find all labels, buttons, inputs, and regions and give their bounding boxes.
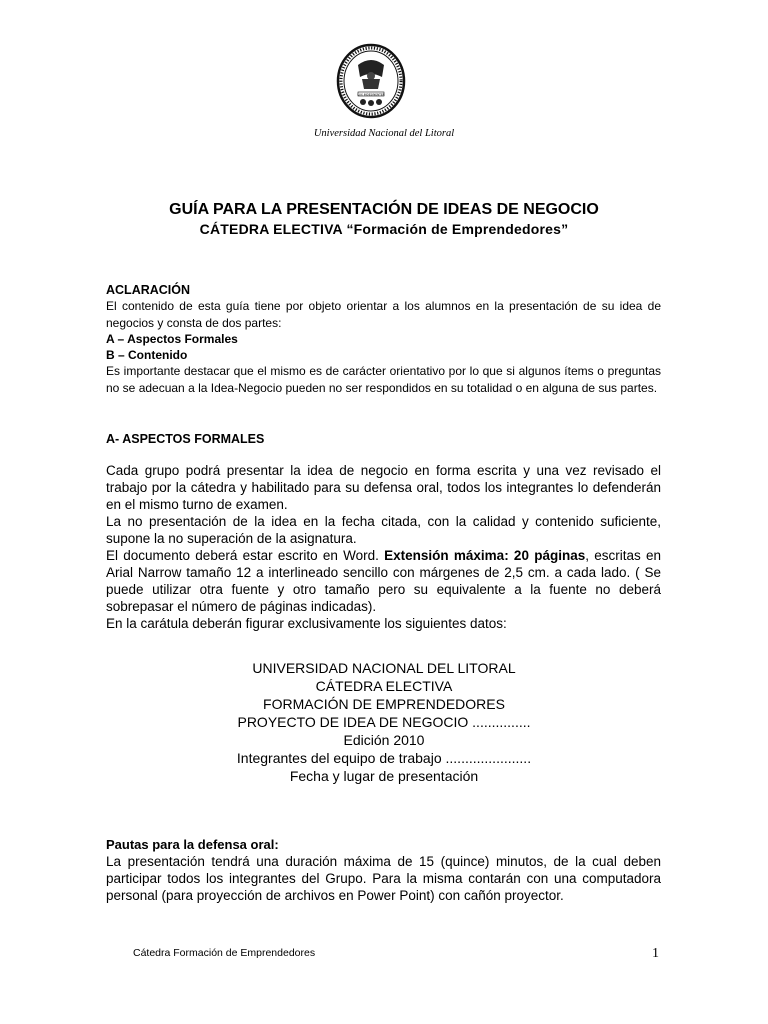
caratula-line-6: Integrantes del equipo de trabajo ...................... — [236, 750, 532, 766]
formales-paragraph-2: La no presentación de la idea en la fecha citada, con la calidad y contenido suficiente, supone la no superación de la asignatura. — [106, 514, 661, 546]
formales-paragraph-1: Cada grupo podrá presentar la idea de negocio en forma escrita y una vez revisado el trabajo por la cátedra y habilitado para su defensa oral, todos los integrantes lo defenderán en el mismo turno de examen. — [106, 463, 661, 512]
seal-motto: LUX INDESINENTER — [357, 92, 385, 97]
formales-heading: A- ASPECTOS FORMALES — [106, 432, 265, 446]
pautas-heading: Pautas para la defensa oral: — [106, 837, 279, 852]
caratula-line-2: CÁTEDRA ELECTIVA — [315, 678, 453, 694]
formales-section — [106, 462, 661, 632]
formales-p3-rest: , escritas en Arial Narrow tamaño 12 a interlineado sencillo con márgenes de 2,5 cm. a cada lado. ( Se puede utilizar otra fuente y otro tamaño pero su equivalente a la fuente no deberá sobrepasar el número de páginas indicadas). — [106, 548, 661, 614]
aclaracion-item-b: B – Contenido — [106, 348, 188, 363]
footer-text: Cátedra Formación de Emprendedores — [133, 947, 316, 959]
caratula-line-4: PROYECTO DE IDEA DE NEGOCIO ............... — [237, 714, 531, 730]
caratula-block — [0, 659, 768, 785]
formales-paragraph-4: En la carátula deberán figurar exclusivamente los siguientes datos: — [106, 616, 507, 631]
page-number: 1 — [652, 946, 659, 961]
aclaracion-section — [106, 282, 661, 396]
caratula-line-7: Fecha y lugar de presentación — [289, 768, 479, 784]
caratula-line-1: UNIVERSIDAD NACIONAL DEL LITORAL — [252, 660, 516, 676]
pautas-paragraph-1: La presentación tendrá una duración máxima de 15 (quince) minutos, de la cual deben participar todos los integrantes del Grupo. Para la misma contarán con una computadora personal (para proyección de archivos en Power Point) con cañón proyector. — [106, 854, 661, 903]
university-seal-icon — [336, 43, 406, 119]
pautas-section — [106, 836, 661, 904]
document-title: GUÍA PARA LA PRESENTACIÓN DE IDEAS DE NEGOCIO — [169, 201, 599, 218]
aclaracion-paragraph-2: Es importante destacar que el mismo es de carácter orientativo por lo que si algunos ítems o preguntas no se adecuan a la Idea-Negocio pueden no ser respondidos en su totalidad o en alguna de sus partes. — [106, 364, 661, 395]
formales-p3-bold: Extensión máxima: 20 páginas — [384, 548, 586, 563]
document-subtitle: CÁTEDRA ELECTIVA “Formación de Emprendedores” — [199, 221, 569, 237]
university-name: Universidad Nacional del Litoral — [313, 128, 455, 139]
aclaracion-item-a: A – Aspectos Formales — [106, 331, 238, 346]
formales-p3-text: El documento deberá estar escrito en Word. — [106, 548, 385, 563]
caratula-line-3: FORMACIÓN DE EMPRENDEDORES — [263, 696, 505, 712]
aclaracion-paragraph-1: El contenido de esta guía tiene por objeto orientar a los alumnos en la presentación de su idea de negocios y consta de dos partes: — [106, 299, 661, 330]
caratula-line-5: Edición 2010 — [343, 732, 425, 748]
formales-paragraph-3 — [106, 547, 661, 615]
aclaracion-heading: ACLARACIÓN — [106, 283, 191, 297]
